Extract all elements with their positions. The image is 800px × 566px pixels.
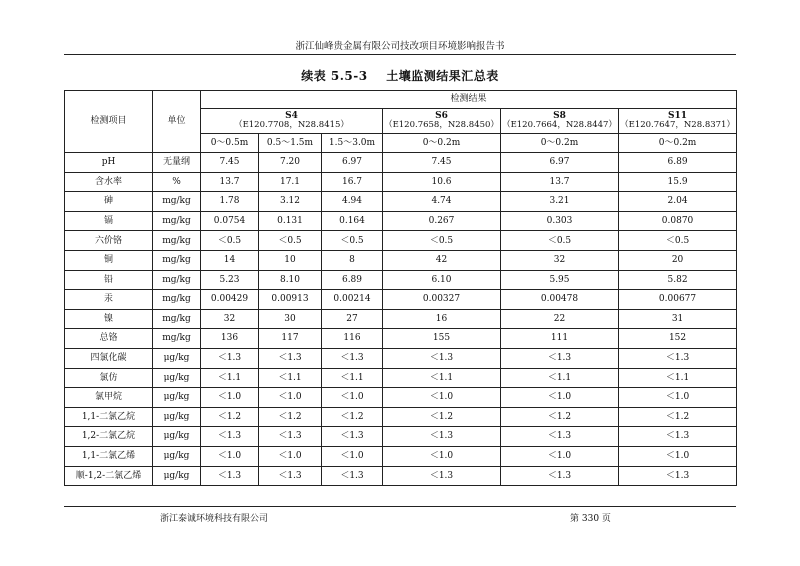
depth-header: 1.5～3.0m [322, 134, 383, 153]
table-row [65, 290, 737, 310]
row-value: ＜0.5 [322, 231, 383, 251]
row-value: ＜1.0 [259, 388, 322, 408]
row-item: 1,2-二氯乙烷 [65, 427, 153, 447]
row-item: pH [65, 153, 153, 173]
table-row [65, 231, 737, 251]
header-unit: 单位 [153, 91, 201, 153]
row-value: 155 [383, 329, 501, 349]
row-unit: mg/kg [153, 309, 201, 329]
row-item: 含水率 [65, 172, 153, 192]
row-value: 0.0870 [619, 211, 737, 231]
row-value: ＜1.3 [619, 466, 737, 486]
table-row [65, 250, 737, 270]
row-unit: mg/kg [153, 290, 201, 310]
site-id: S8 [553, 110, 566, 121]
table-row [65, 427, 737, 447]
row-value: 0.00327 [383, 290, 501, 310]
row-value: ＜1.3 [322, 466, 383, 486]
row-value: 16.7 [322, 172, 383, 192]
row-unit: mg/kg [153, 270, 201, 290]
row-value: 152 [619, 329, 737, 349]
row-value: 0.00677 [619, 290, 737, 310]
table-row [65, 153, 737, 173]
row-value: ＜1.3 [383, 466, 501, 486]
row-value: 5.23 [201, 270, 259, 290]
row-item: 1,1-二氯乙烯 [65, 446, 153, 466]
row-value: 6.10 [383, 270, 501, 290]
row-value: ＜1.0 [201, 446, 259, 466]
row-item: 镍 [65, 309, 153, 329]
row-value: ＜1.3 [201, 466, 259, 486]
site-coordinates: （E120.7647，N28.8371） [620, 120, 735, 131]
row-value: ＜1.3 [501, 427, 619, 447]
footer-page-number: 第 330 页 [570, 514, 611, 524]
row-value: 32 [201, 309, 259, 329]
row-value: ＜1.2 [259, 407, 322, 427]
depth-header: 0.5～1.5m [259, 134, 322, 153]
row-unit: μg/kg [153, 407, 201, 427]
row-unit: mg/kg [153, 192, 201, 212]
row-value: 10 [259, 250, 322, 270]
row-item: 氯甲烷 [65, 388, 153, 408]
footer-rule [64, 506, 736, 507]
site-coordinates: （E120.7664，N28.8447） [502, 120, 617, 131]
row-item: 砷 [65, 192, 153, 212]
row-value: 10.6 [383, 172, 501, 192]
depth-header: 0～0.2m [619, 134, 737, 153]
table-row [65, 329, 737, 349]
row-value: 32 [501, 250, 619, 270]
table-row [65, 211, 737, 231]
row-value: 3.12 [259, 192, 322, 212]
row-value: ＜1.2 [201, 407, 259, 427]
row-item: 六价铬 [65, 231, 153, 251]
row-item: 铜 [65, 250, 153, 270]
row-value: ＜1.0 [383, 446, 501, 466]
table-row [65, 192, 737, 212]
row-value: ＜1.2 [322, 407, 383, 427]
row-value: 0.164 [322, 211, 383, 231]
site-id: S6 [435, 110, 448, 121]
row-value: 31 [619, 309, 737, 329]
site-header [619, 109, 737, 134]
row-value: 2.04 [619, 192, 737, 212]
row-unit: % [153, 172, 201, 192]
header-results: 检测结果 [201, 91, 737, 109]
footer-company: 浙江泰诚环境科技有限公司 [160, 514, 269, 524]
row-value: 111 [501, 329, 619, 349]
row-value: 42 [383, 250, 501, 270]
row-unit: μg/kg [153, 368, 201, 388]
row-value: ＜1.0 [322, 388, 383, 408]
row-value: 0.00913 [259, 290, 322, 310]
row-unit: 无量纲 [153, 153, 201, 173]
header-rule [64, 54, 736, 55]
table-title [64, 67, 736, 84]
row-value: ＜1.1 [259, 368, 322, 388]
row-value: 7.20 [259, 153, 322, 173]
row-value: ＜1.3 [501, 466, 619, 486]
row-value: 0.00214 [322, 290, 383, 310]
site-id: S4 [285, 110, 298, 121]
table-row [65, 407, 737, 427]
row-value: ＜1.1 [383, 368, 501, 388]
row-value: 136 [201, 329, 259, 349]
row-unit: mg/kg [153, 250, 201, 270]
row-value: ＜1.1 [201, 368, 259, 388]
row-value: 13.7 [201, 172, 259, 192]
row-value: 0.267 [383, 211, 501, 231]
row-value: 6.89 [322, 270, 383, 290]
row-unit: mg/kg [153, 329, 201, 349]
table-row [65, 388, 737, 408]
row-value: 116 [322, 329, 383, 349]
row-unit: μg/kg [153, 466, 201, 486]
row-value: 8.10 [259, 270, 322, 290]
row-value: ＜1.2 [501, 407, 619, 427]
site-header [383, 109, 501, 134]
row-item: 顺-1,2-二氯乙烯 [65, 466, 153, 486]
row-value: ＜1.0 [501, 446, 619, 466]
row-item: 氯仿 [65, 368, 153, 388]
table-title-text: 土壤监测结果汇总表 [386, 69, 499, 83]
row-value: ＜1.0 [501, 388, 619, 408]
header-item: 检测项目 [65, 91, 153, 153]
row-value: 7.45 [201, 153, 259, 173]
row-unit: μg/kg [153, 348, 201, 368]
row-value: 20 [619, 250, 737, 270]
site-header [501, 109, 619, 134]
row-unit: μg/kg [153, 446, 201, 466]
row-value: 14 [201, 250, 259, 270]
row-value: 6.89 [619, 153, 737, 173]
row-value: ＜0.5 [201, 231, 259, 251]
row-value: 4.94 [322, 192, 383, 212]
table-row [65, 348, 737, 368]
row-value: 6.97 [322, 153, 383, 173]
row-value: ＜1.0 [383, 388, 501, 408]
site-id: S11 [668, 110, 688, 121]
row-value: ＜1.3 [619, 427, 737, 447]
row-value: 0.131 [259, 211, 322, 231]
row-item: 镉 [65, 211, 153, 231]
row-value: ＜1.3 [201, 427, 259, 447]
row-value: 5.82 [619, 270, 737, 290]
row-value: ＜1.3 [201, 348, 259, 368]
row-value: ＜1.0 [322, 446, 383, 466]
row-value: 15.9 [619, 172, 737, 192]
row-value: 117 [259, 329, 322, 349]
row-value: ＜0.5 [259, 231, 322, 251]
row-value: ＜1.1 [322, 368, 383, 388]
row-unit: mg/kg [153, 211, 201, 231]
row-value: 0.00478 [501, 290, 619, 310]
row-unit: μg/kg [153, 427, 201, 447]
row-value: ＜1.2 [383, 407, 501, 427]
table-row [65, 270, 737, 290]
table-row [65, 466, 737, 486]
row-value: ＜1.1 [501, 368, 619, 388]
table-row [65, 309, 737, 329]
row-value: ＜1.0 [201, 388, 259, 408]
depth-header: 0～0.2m [501, 134, 619, 153]
row-value: 5.95 [501, 270, 619, 290]
table-number: 续表 5.5-3 [301, 69, 368, 83]
row-value: ＜0.5 [383, 231, 501, 251]
row-value: ＜1.3 [259, 427, 322, 447]
document-header: 浙江仙峰贵金属有限公司技改项目环境影响报告书 [295, 41, 505, 52]
row-value: 16 [383, 309, 501, 329]
row-value: 30 [259, 309, 322, 329]
row-value: 6.97 [501, 153, 619, 173]
site-coordinates: （E120.7658，N28.8450） [384, 120, 499, 131]
row-value: 22 [501, 309, 619, 329]
row-value: 0.00429 [201, 290, 259, 310]
row-value: 7.45 [383, 153, 501, 173]
site-header [201, 109, 383, 134]
row-unit: mg/kg [153, 231, 201, 251]
row-value: ＜1.3 [383, 427, 501, 447]
row-item: 1,1-二氯乙烷 [65, 407, 153, 427]
depth-header: 0～0.5m [201, 134, 259, 153]
row-value: ＜1.3 [501, 348, 619, 368]
row-item: 汞 [65, 290, 153, 310]
row-value: ＜1.3 [383, 348, 501, 368]
row-unit: μg/kg [153, 388, 201, 408]
row-value: ＜1.1 [619, 368, 737, 388]
row-value: ＜0.5 [501, 231, 619, 251]
table-row [65, 172, 737, 192]
row-item: 四氯化碳 [65, 348, 153, 368]
row-value: ＜1.2 [619, 407, 737, 427]
row-value: 8 [322, 250, 383, 270]
table-row [65, 368, 737, 388]
row-value: 27 [322, 309, 383, 329]
row-value: ＜1.3 [259, 348, 322, 368]
row-value: ＜0.5 [619, 231, 737, 251]
row-value: ＜1.0 [619, 446, 737, 466]
row-item: 铅 [65, 270, 153, 290]
row-value: 0.303 [501, 211, 619, 231]
row-value: 1.78 [201, 192, 259, 212]
row-value: 0.0754 [201, 211, 259, 231]
site-coordinates: （E120.7708，N28.8415） [234, 120, 349, 131]
row-value: 17.1 [259, 172, 322, 192]
row-value: ＜1.0 [259, 446, 322, 466]
row-value: ＜1.3 [259, 466, 322, 486]
row-value: ＜1.3 [322, 427, 383, 447]
row-value: ＜1.0 [619, 388, 737, 408]
soil-monitoring-table [64, 90, 737, 486]
row-value: ＜1.3 [322, 348, 383, 368]
table-row [65, 446, 737, 466]
row-value: 4.74 [383, 192, 501, 212]
row-value: 13.7 [501, 172, 619, 192]
row-value: ＜1.3 [619, 348, 737, 368]
row-item: 总铬 [65, 329, 153, 349]
row-value: 3.21 [501, 192, 619, 212]
depth-header: 0～0.2m [383, 134, 501, 153]
